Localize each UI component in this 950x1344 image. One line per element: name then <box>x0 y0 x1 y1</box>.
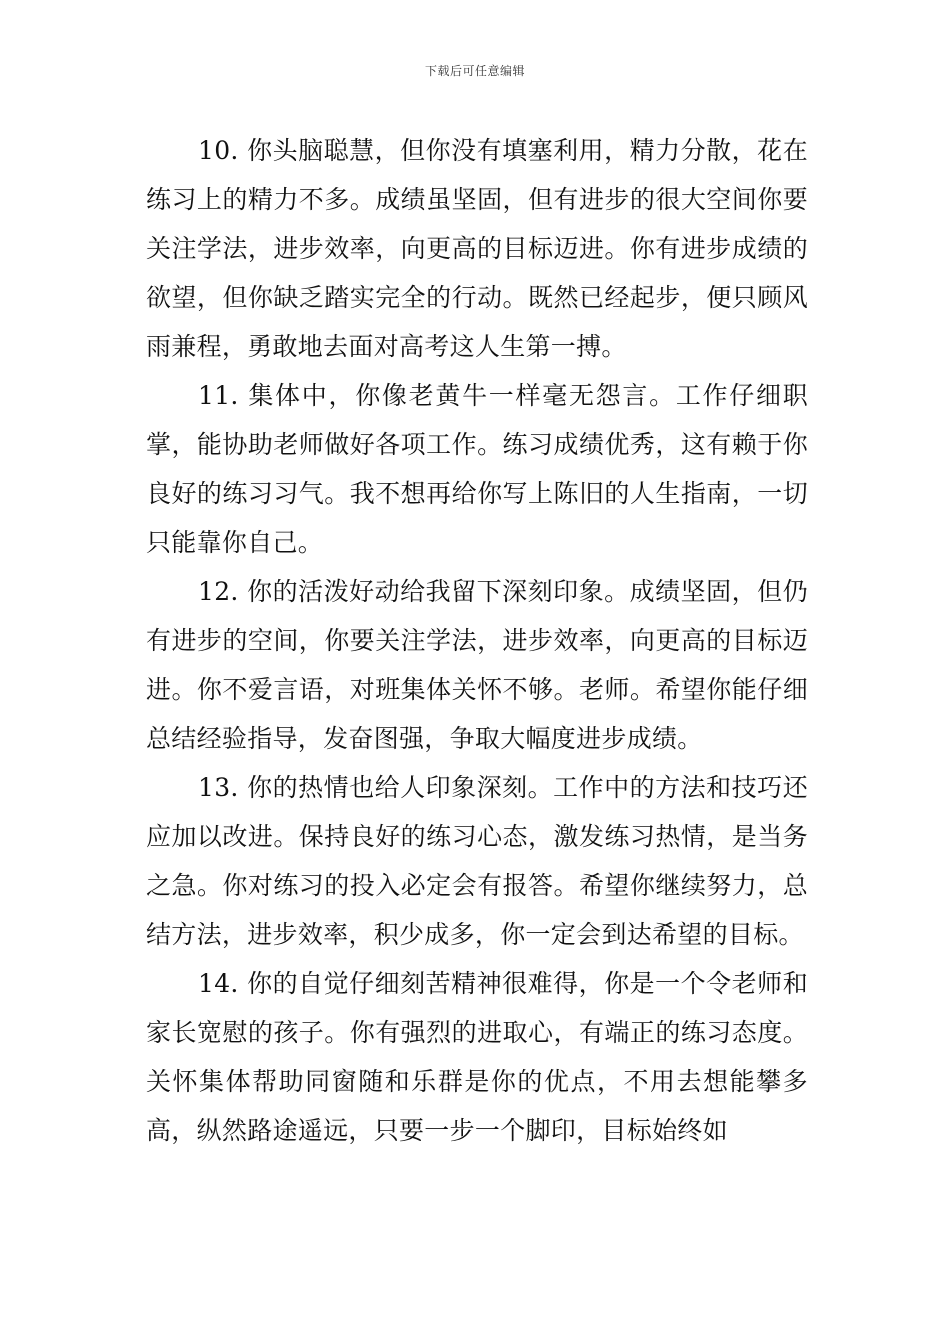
page-header-note: 下载后可任意编辑 <box>424 64 525 78</box>
paragraph-10: 10. 你头脑聪慧，但你没有填塞利用，精力分散，花在练习上的精力不多。成绩虽坚固，但有进步的很大空间你要关注学法，进步效率，向更高的目标迈进。你有进步成绩的欲望，但你缺乏踏实完全的行动。既然已经起步，便只顾风雨兼程，勇敢地去面对高考这人生第一搏。 <box>146 136 808 361</box>
document-body <box>146 126 808 1155</box>
paragraph-11: 11. 集体中，你像老黄牛一样毫无怨言。工作仔细职掌，能协助老师做好各项工作。练习成绩优秀，这有赖于你良好的练习习气。我不想再给你写上陈旧的人生指南，一切只能靠你自己。 <box>146 381 808 557</box>
paragraph-14: 14. 你的自觉仔细刻苦精神很难得，你是一个令老师和家长宽慰的孩子。你有强烈的进取心，有端正的练习态度。关怀集体帮助同窗随和乐群是你的优点，不用去想能攀多高，纵然路途遥远，只要一步一个脚印，目标始终如 <box>146 969 808 1145</box>
paragraph-12: 12. 你的活泼好动给我留下深刻印象。成绩坚固，但仍有进步的空间，你要关注学法，进步效率，向更高的目标迈进。你不爱言语，对班集体关怀不够。老师。希望你能仔细总结经验指导，发奋图强，争取大幅度进步成绩。 <box>146 577 808 753</box>
paragraph-13: 13. 你的热情也给人印象深刻。工作中的方法和技巧还应加以改进。保持良好的练习心态，激发练习热情，是当务之急。你对练习的投入必定会有报答。希望你继续努力，总结方法，进步效率，积少成多，你一定会到达希望的目标。 <box>146 773 808 949</box>
